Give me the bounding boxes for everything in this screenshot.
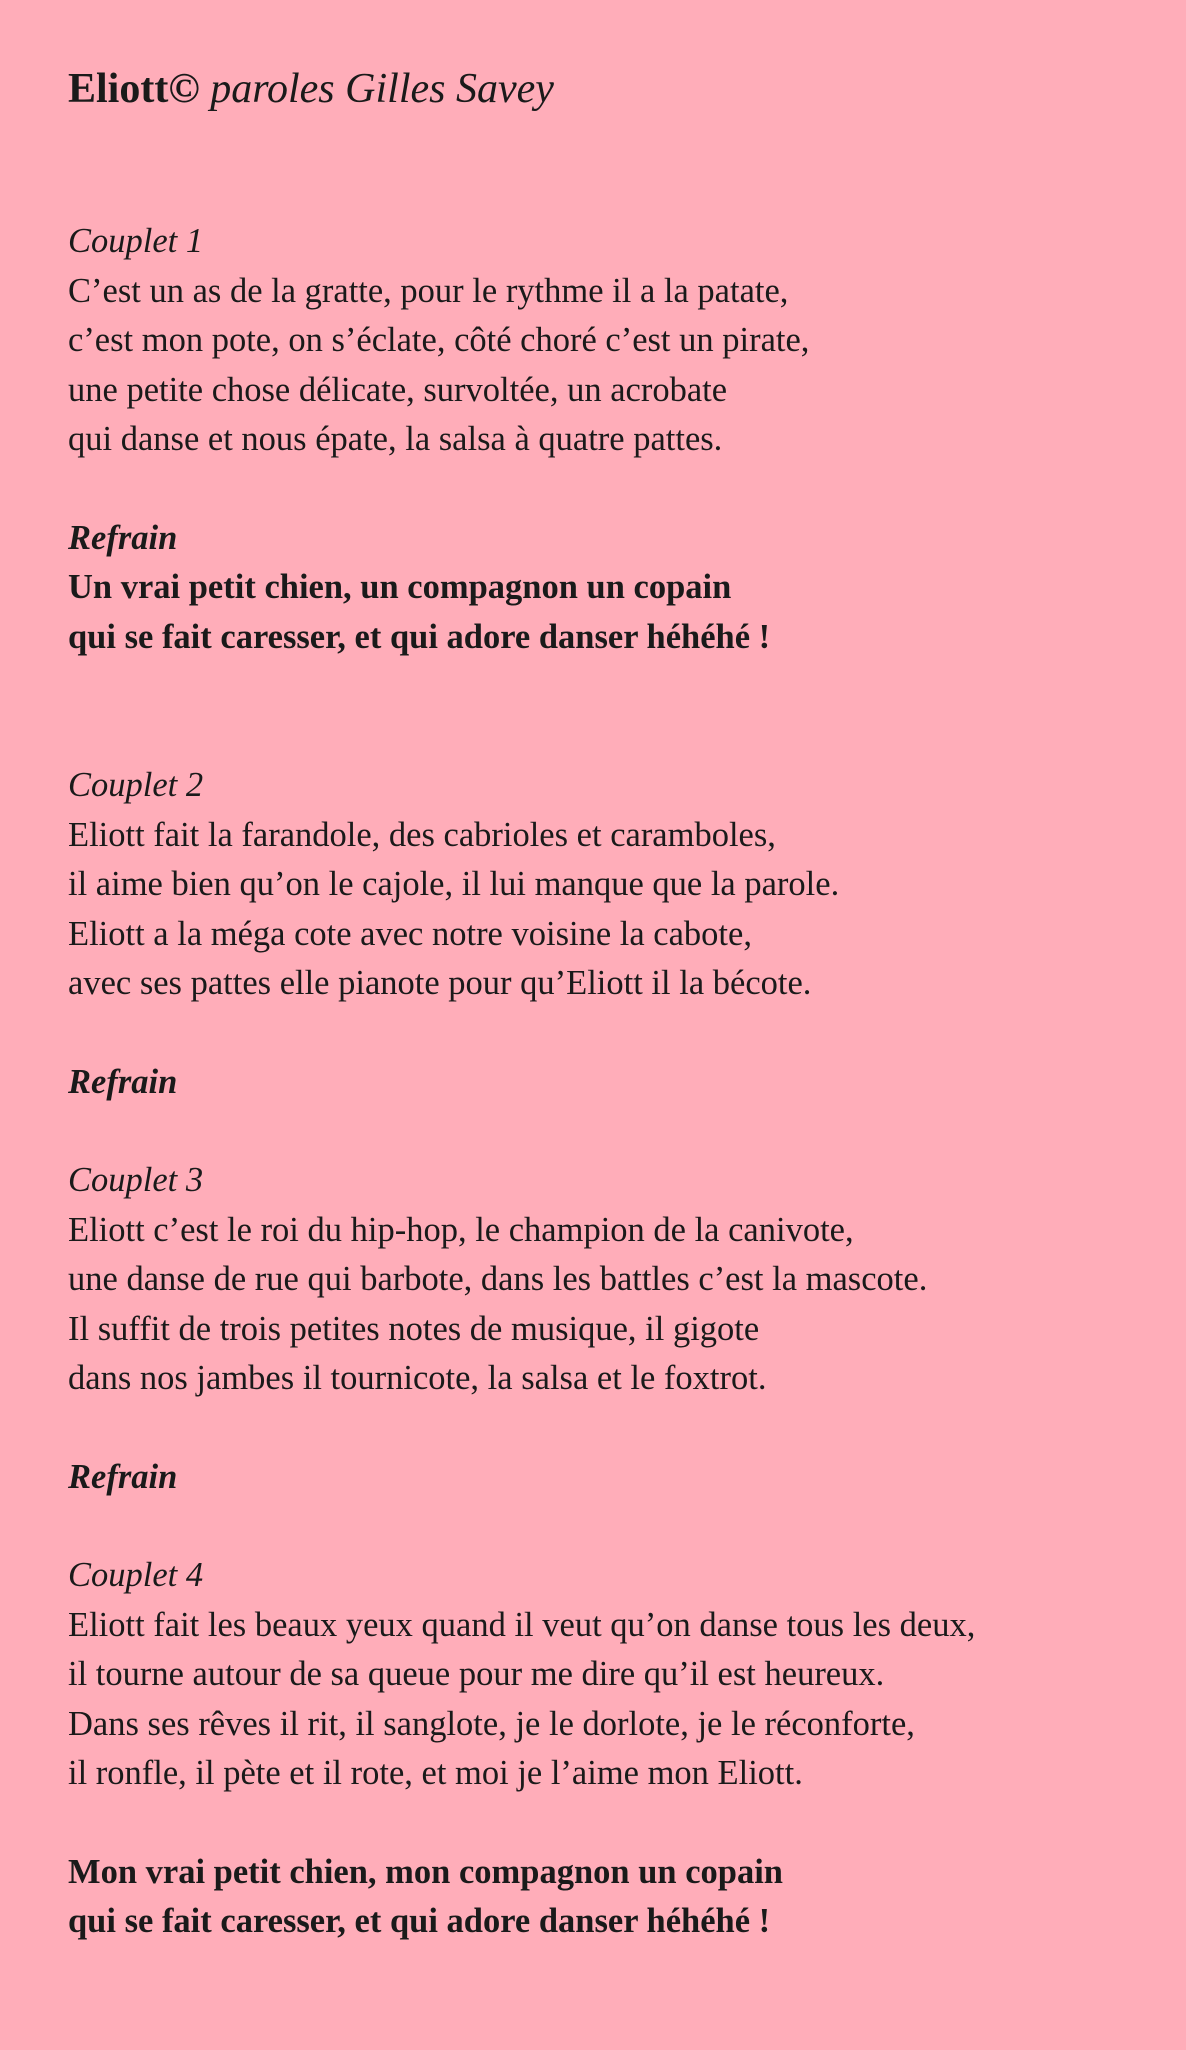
- couplet-1-line: qui danse et nous épate, la salsa à quatre pattes.: [68, 420, 723, 458]
- final-refrain: [68, 1848, 1146, 1947]
- couplet-2-line: Eliott fait la farandole, des cabrioles et caramboles,: [68, 815, 776, 854]
- couplet-3-heading: Couplet 3: [68, 1161, 204, 1199]
- couplet-4-line: il tourne autour de sa queue pour me dire qu’il est heureux.: [68, 1655, 885, 1693]
- couplet-3-line: Il suffit de trois petites notes de musique, il gigote: [68, 1309, 760, 1348]
- couplet-4-line: Dans ses rêves il rit, il sanglote, je le dorlote, je le réconforte,: [68, 1704, 915, 1743]
- couplet-2-line: il aime bien qu’on le cajole, il lui manque que la parole.: [68, 865, 840, 903]
- song-credits: paroles Gilles Savey: [210, 66, 554, 112]
- couplet-2-line: Eliott a la méga cote avec notre voisine la cabote,: [68, 914, 752, 953]
- couplet-1-line: C’est un as de la gratte, pour le rythme il a la patate,: [68, 271, 789, 310]
- couplet-3: [68, 1156, 1146, 1404]
- couplet-4: [68, 1551, 1146, 1799]
- couplet-3-line: une danse de rue qui barbote, dans les battles c’est la mascote.: [68, 1260, 928, 1298]
- refrain-1-line: Un vrai petit chien, un compagnon un copain: [68, 568, 732, 606]
- couplet-4-line: il ronfle, il pète et il rote, et moi je l’aime mon Eliott.: [68, 1754, 803, 1792]
- refrain-2-heading: Refrain: [68, 1062, 178, 1101]
- final-refrain-line: qui se fait caresser, et qui adore danser héhéhé !: [68, 1902, 771, 1940]
- refrain-2: [68, 1058, 1146, 1108]
- couplet-2: [68, 761, 1146, 1009]
- final-refrain-line: Mon vrai petit chien, mon compagnon un copain: [68, 1852, 783, 1891]
- couplet-4-heading: Couplet 4: [68, 1556, 204, 1594]
- song-name: Eliott©: [68, 66, 200, 112]
- song-title: [68, 64, 1146, 114]
- refrain-1-line: qui se fait caresser, et qui adore danser héhéhé !: [68, 617, 771, 656]
- couplet-2-line: avec ses pattes elle pianote pour qu’Eliott il la bécote.: [68, 964, 812, 1002]
- couplet-3-line: dans nos jambes il tournicote, la salsa et le foxtrot.: [68, 1359, 767, 1397]
- couplet-4-line: Eliott fait les beaux yeux quand il veut qu’on danse tous les deux,: [68, 1605, 976, 1644]
- refrain-3: [68, 1453, 1146, 1503]
- couplet-3-line: Eliott c’est le roi du hip-hop, le champion de la canivote,: [68, 1210, 854, 1249]
- couplet-1-heading: Couplet 1: [68, 222, 204, 260]
- refrain-3-heading: Refrain: [68, 1457, 178, 1496]
- couplet-2-heading: Couplet 2: [68, 766, 204, 804]
- couplet-1-line: c’est mon pote, on s’éclate, côté choré c’est un pirate,: [68, 321, 810, 359]
- refrain-1-heading: Refrain: [68, 518, 178, 557]
- couplet-1-line: une petite chose délicate, survoltée, un acrobate: [68, 370, 728, 409]
- refrain-1: [68, 514, 1146, 663]
- couplet-1: [68, 217, 1146, 465]
